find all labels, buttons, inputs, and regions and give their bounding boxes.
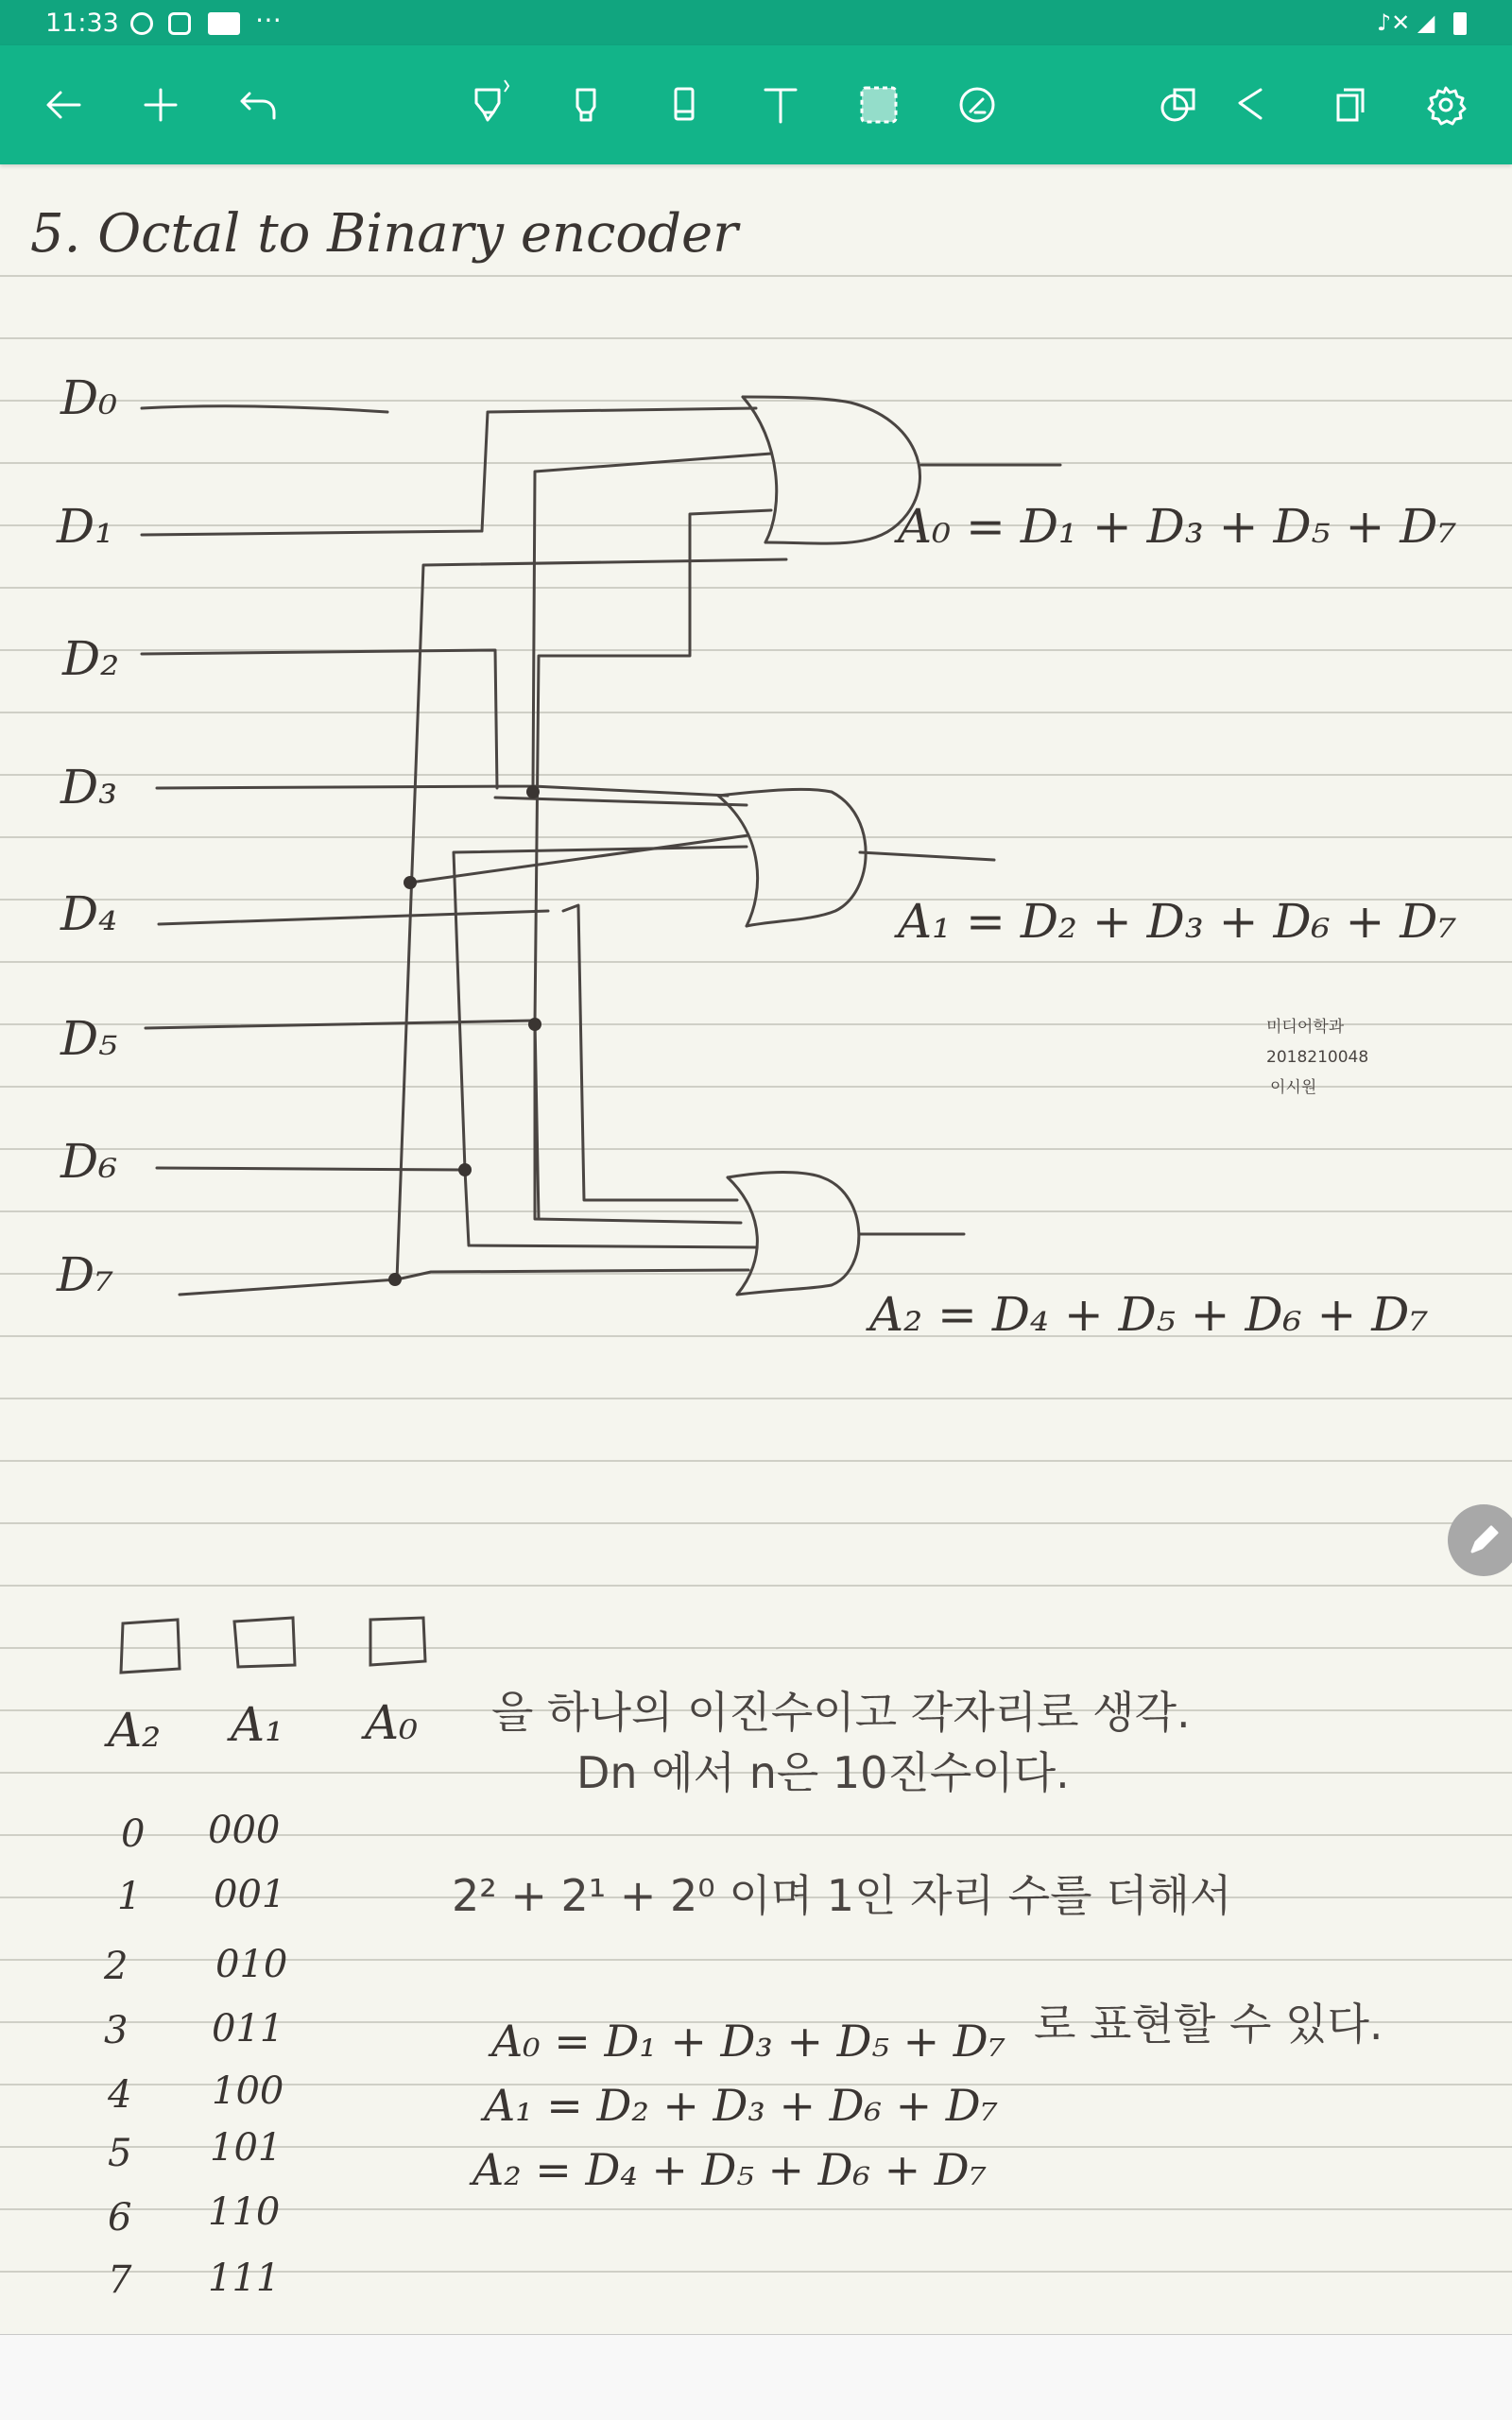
- or-gate-a2: [728, 1173, 859, 1295]
- note-canvas[interactable]: [0, 164, 1512, 2334]
- row-decimal: 6: [108, 2196, 132, 2240]
- wire-d6-a1: [454, 847, 747, 1170]
- wire-d4: [159, 911, 548, 924]
- add-icon: [123, 67, 198, 143]
- header-a2: A₂: [108, 1703, 162, 1758]
- table-row: [108, 2126, 282, 2175]
- or-gate-a1: [718, 789, 866, 926]
- wire-d6: [157, 1168, 465, 1170]
- pen-icon: [452, 67, 527, 143]
- output-a1: [860, 852, 994, 860]
- junction-dot: [528, 1018, 541, 1031]
- note-title: 5. Octal to Binary encoder: [30, 203, 738, 265]
- table-row: [121, 1809, 280, 1856]
- settings-icon: [1408, 67, 1484, 143]
- shape-button[interactable]: [1140, 67, 1215, 143]
- wire-d5-a2: [146, 1021, 741, 1223]
- status-indicators: [1377, 9, 1467, 36]
- input-label-d6: D₆: [60, 1134, 118, 1189]
- input-label-d3: D₃: [60, 760, 118, 815]
- table-row: [108, 2190, 280, 2240]
- settings-button[interactable]: [1408, 67, 1484, 143]
- bit-box-a1: [234, 1618, 295, 1667]
- row-decimal: 3: [104, 2009, 129, 2052]
- status-icons: ♪✕ ◢: [1376, 9, 1435, 36]
- table-row: [104, 2007, 284, 2052]
- notification-icon: [130, 12, 153, 35]
- text-button[interactable]: [743, 67, 818, 143]
- row-binary: 000: [208, 1809, 281, 1852]
- row-binary: 001: [214, 1873, 286, 1916]
- wire-d4-a2: [563, 905, 737, 1200]
- explain-line-4: 로 표현할 수 있다.: [1034, 1999, 1383, 2050]
- equation-a2: A₂ = D₄ + D₅ + D₆ + D₇: [869, 1287, 1429, 1342]
- webtoon-notification-icon: [208, 12, 240, 35]
- table-row: [117, 1873, 285, 1918]
- or-gate-a0-back: [743, 397, 777, 542]
- status-bar: [0, 0, 1512, 45]
- input-label-d5: D₅: [60, 1011, 118, 1066]
- row-decimal: 4: [108, 2073, 132, 2117]
- row-decimal: 5: [108, 2132, 132, 2175]
- row-binary: 101: [210, 2126, 283, 2170]
- note-toolbar: [0, 45, 1512, 164]
- undo-button[interactable]: [221, 67, 297, 143]
- back-button[interactable]: [26, 67, 102, 143]
- share-icon: [1213, 67, 1289, 143]
- more-notifications-icon: ⋯: [255, 4, 284, 35]
- pages-button[interactable]: [1312, 67, 1387, 143]
- wire-d2-a1: [495, 798, 747, 805]
- bit-boxes: [121, 1618, 425, 1673]
- highlighter-icon: [548, 67, 624, 143]
- battery-icon: [1453, 12, 1467, 35]
- wire-d3-a1: [533, 786, 728, 796]
- wire-d7-a1: [410, 835, 748, 883]
- bit-box-a0: [370, 1618, 425, 1665]
- author-id: 2018210048: [1266, 1048, 1369, 1067]
- bottom-equation-a2: A₂ = D₄ + D₅ + D₆ + D₇: [472, 2144, 988, 2195]
- share-button[interactable]: [1213, 67, 1289, 143]
- row-binary: 010: [215, 1943, 288, 1986]
- or-gate-a0: [743, 397, 920, 543]
- wire-d5-a0: [535, 510, 771, 1022]
- eraser-icon: [646, 67, 722, 143]
- row-binary: 011: [212, 2007, 284, 2051]
- eraser-button[interactable]: [646, 67, 722, 143]
- app-notification-icon: [168, 12, 191, 35]
- author-dept: 미디어학과: [1266, 1018, 1345, 1037]
- undo-icon: [221, 67, 297, 143]
- row-decimal: 1: [117, 1875, 142, 1918]
- or-gate-a2-back: [728, 1177, 757, 1295]
- pages-icon: [1312, 67, 1387, 143]
- text-icon: [743, 67, 818, 143]
- equation-a1: A₁ = D₂ + D₃ + D₆ + D₇: [898, 894, 1457, 949]
- table-row: [108, 2257, 280, 2302]
- equation-a0: A₀ = D₁ + D₃ + D₅ + D₇: [898, 499, 1457, 554]
- explain-line-3: 2² + 2¹ + 2⁰ 이며 1인 자리 수를 더해서: [452, 1870, 1232, 1921]
- input-label-d0: D₀: [60, 370, 118, 425]
- page-bottom: [0, 2334, 1512, 2420]
- row-binary: 110: [208, 2190, 281, 2234]
- input-label-d7: D₇: [57, 1247, 114, 1302]
- junction-dot: [526, 785, 540, 798]
- author-name: 이시원: [1270, 1078, 1317, 1097]
- truth-table: [103, 1809, 287, 2302]
- wire-d1: [142, 408, 756, 535]
- junction-dot: [458, 1163, 472, 1176]
- input-label-d1: D₁: [57, 499, 114, 554]
- row-decimal: 2: [104, 1945, 129, 1988]
- author-note: [1266, 1017, 1368, 1097]
- explain-line-1: 을 하나의 이진수이고 각자리로 생각.: [491, 1687, 1191, 1738]
- add-button[interactable]: [123, 67, 198, 143]
- selection-button[interactable]: [841, 67, 917, 143]
- highlighter-button[interactable]: [548, 67, 624, 143]
- selection-icon: [841, 67, 917, 143]
- input-labels: [56, 370, 119, 1302]
- pencil-icon: [1448, 1504, 1512, 1576]
- table-row: [107, 2069, 284, 2117]
- junction-dot: [404, 876, 417, 889]
- header-a1: A₁: [231, 1697, 284, 1752]
- wire-d0: [142, 406, 387, 412]
- bit-box-a2: [121, 1620, 180, 1673]
- clock: 11:33: [45, 9, 119, 38]
- row-decimal: 7: [108, 2258, 132, 2302]
- back-arrow-icon: [26, 67, 102, 143]
- lasso-erase-button[interactable]: [939, 67, 1015, 143]
- wire-d3-a0: [157, 454, 771, 788]
- table-row: [103, 1943, 287, 1988]
- wire-d6-a2: [465, 1170, 756, 1247]
- wire-d7-a2: [180, 1270, 748, 1295]
- bottom-equation-a1: A₁ = D₂ + D₃ + D₆ + D₇: [484, 2080, 999, 2131]
- or-gate-a1-back: [718, 796, 758, 926]
- row-decimal: 0: [121, 1812, 146, 1856]
- wire-d2: [142, 650, 497, 788]
- row-binary: 111: [208, 2257, 281, 2300]
- pen-button[interactable]: [452, 67, 527, 143]
- handwritten-drawing: [0, 164, 1512, 2334]
- input-label-d2: D₂: [62, 631, 120, 686]
- bottom-equation-a0: A₀ = D₁ + D₃ + D₅ + D₇: [491, 2016, 1006, 2067]
- explain-line-2: Dn 에서 n은 10진수이다.: [576, 1747, 1070, 1798]
- lasso-erase-icon: [939, 67, 1015, 143]
- floating-pen-button[interactable]: [1448, 1504, 1512, 1576]
- input-label-d4: D₄: [60, 886, 118, 941]
- header-a0: A₀: [365, 1695, 419, 1750]
- junction-dot: [388, 1273, 402, 1286]
- row-binary: 100: [212, 2069, 284, 2113]
- shape-icon: [1140, 67, 1215, 143]
